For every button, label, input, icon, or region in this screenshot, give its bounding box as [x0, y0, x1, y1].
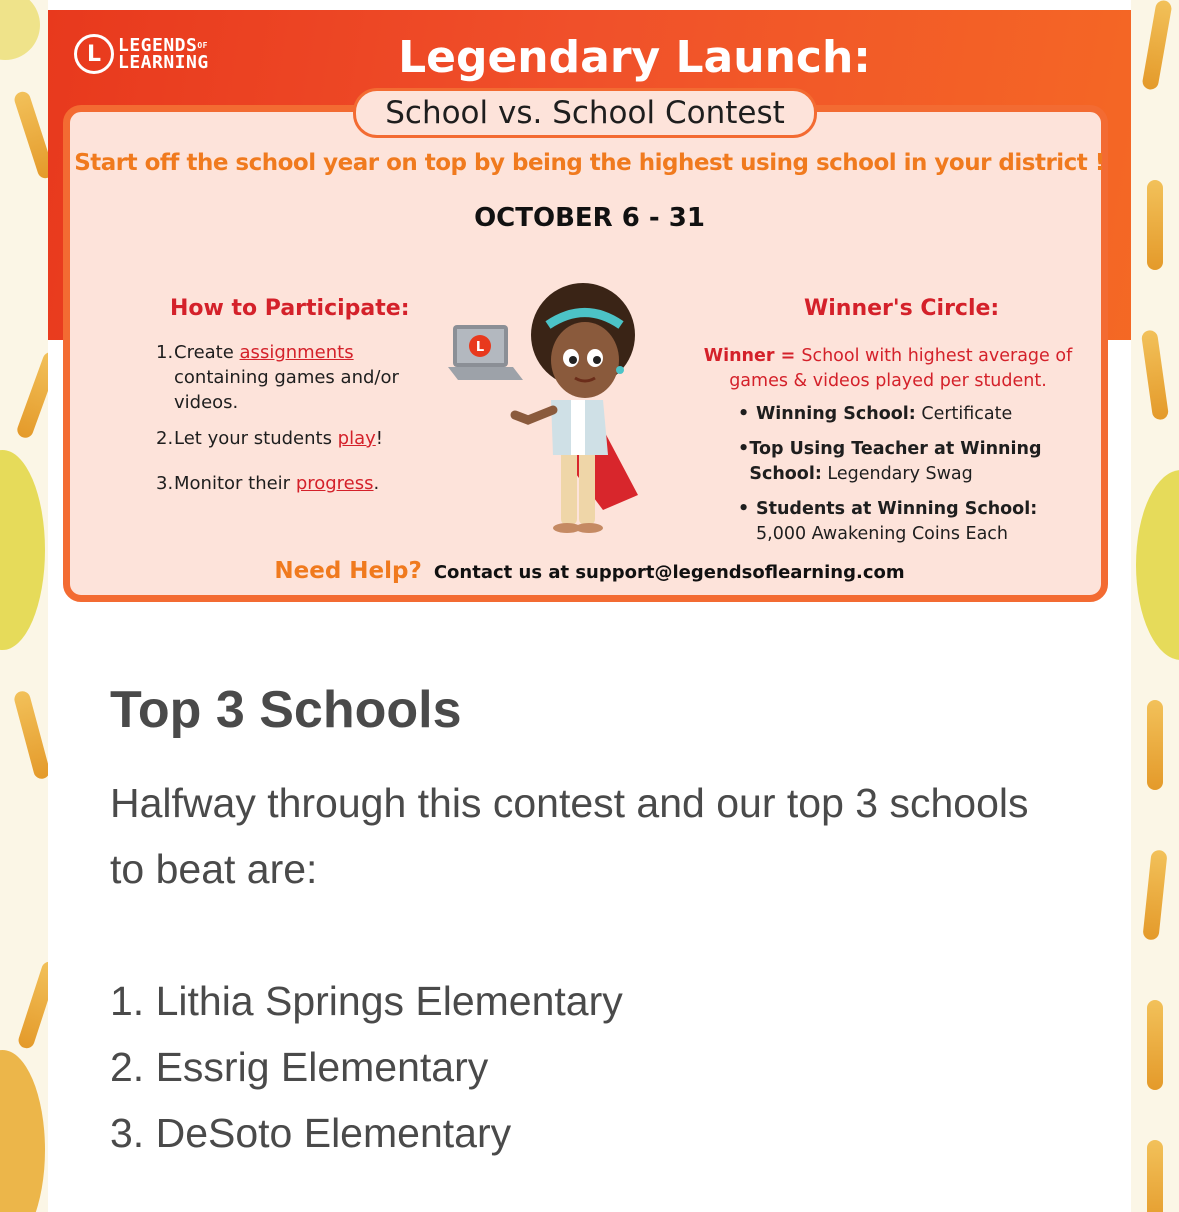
logo-of: OF: [197, 41, 208, 50]
winner-definition: [698, 344, 1078, 394]
help-line: [48, 558, 1131, 584]
step-number: 1.: [156, 342, 174, 363]
play-link[interactable]: play: [337, 428, 376, 449]
prize-label: Top Using Teacher at Winning School:: [749, 439, 1042, 484]
contest-dates: OCTOBER 6 - 31: [474, 203, 705, 233]
top-schools-list: [110, 968, 1070, 1166]
winners-circle-title: Winner's Circle:: [804, 296, 1000, 321]
banner-subtitle: School vs. School Contest: [353, 88, 817, 138]
step-text: Let your students: [174, 428, 338, 449]
prize-text: 5,000 Awakening Coins Each: [756, 524, 1009, 544]
winner-definition-label: Winner =: [703, 346, 802, 366]
need-help-label: Need Help?: [274, 558, 422, 584]
article-intro: Halfway through this contest and our top 3 schools to beat are:: [110, 780, 1029, 892]
superhero-teacher-illustration: [443, 270, 683, 545]
prize-item: • Students at Winning School: 5,000 Awakening Coins Each: [738, 499, 1038, 544]
winner-definition-text: School with highest average of games & videos played per student.: [729, 346, 1073, 391]
prize-list: [738, 402, 1078, 557]
step-number: 3.: [156, 473, 174, 494]
step-text: Create: [174, 342, 240, 363]
list-item: 1. Lithia Springs Elementary: [110, 978, 623, 1024]
step-text: .: [373, 473, 380, 494]
step-text: containing games and/or videos.: [174, 367, 399, 413]
logo-line2: LEARNING: [118, 52, 209, 73]
banner-tagline: Start off the school year on top by being the highest using school in your district !: [74, 150, 1105, 176]
step-text: Monitor their: [174, 473, 296, 494]
step-item: [156, 426, 436, 451]
prize-item: • Top Using Teacher at Winning School: Legendary Swag: [738, 439, 1042, 484]
prize-label: Students at Winning School:: [756, 499, 1038, 519]
step-number: 2.: [156, 428, 174, 449]
support-contact[interactable]: Contact us at support@legendsoflearning.com: [433, 562, 905, 583]
article-body: [110, 680, 1070, 1166]
step-text: !: [375, 428, 383, 449]
assignments-link[interactable]: assignments: [239, 342, 354, 363]
right-background-decoration: [1131, 0, 1179, 1212]
laptop-logo-icon: L: [475, 340, 485, 355]
contest-banner[interactable]: [48, 10, 1131, 610]
banner-title: Legendary Launch:: [398, 32, 871, 83]
step-item: [156, 471, 436, 496]
list-item: 3. DeSoto Elementary: [110, 1110, 512, 1156]
top-schools-heading: Top 3 Schools: [110, 681, 462, 739]
logo-line1: LEGENDS: [118, 35, 198, 56]
email-card: [48, 0, 1131, 1212]
prize-text: Legendary Swag: [821, 464, 973, 484]
prize-label: Winning School:: [756, 404, 916, 424]
how-to-participate-title: How to Participate:: [170, 296, 410, 321]
prize-item: • Winning School: Certificate: [738, 404, 1013, 424]
left-background-decoration: [0, 0, 48, 1212]
progress-link[interactable]: progress: [295, 473, 374, 494]
list-item: 2. Essrig Elementary: [110, 1044, 489, 1090]
participation-steps: [156, 340, 436, 507]
prize-text: Certificate: [915, 404, 1013, 424]
logo-mark-icon: L: [74, 34, 114, 74]
step-item: [156, 340, 436, 415]
